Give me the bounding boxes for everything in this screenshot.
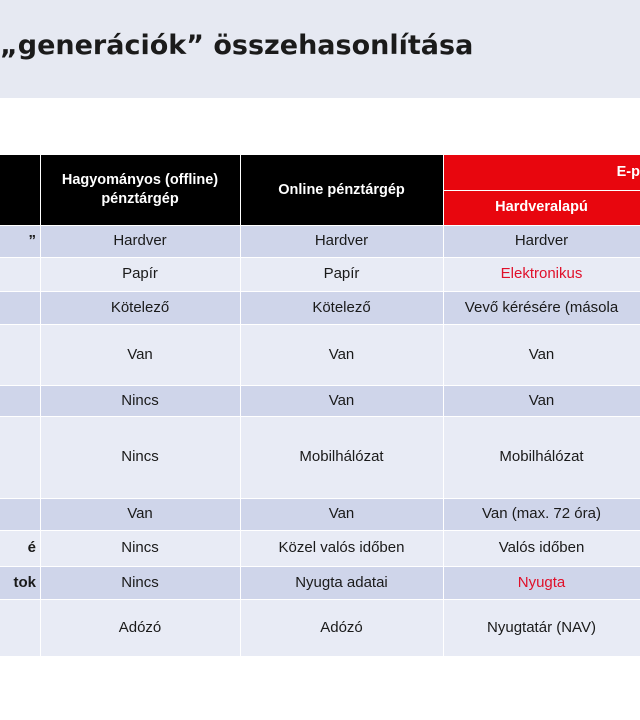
cell-e-register: Vevő kérésére (másola bbox=[443, 291, 640, 324]
page-title: „generációk” összehasonlítása bbox=[0, 30, 474, 61]
row-divider bbox=[0, 225, 640, 226]
row-label: é bbox=[0, 530, 40, 566]
row-divider bbox=[0, 656, 640, 657]
cell-e-register: Nyugta bbox=[443, 566, 640, 599]
cell-online: Nyugta adatai bbox=[240, 566, 443, 599]
row-label: ” bbox=[0, 225, 40, 257]
cell-online: Van bbox=[240, 385, 443, 416]
cell-offline: Hardver bbox=[40, 225, 240, 257]
cell-e-register: Nyugtatár (NAV) bbox=[443, 599, 640, 656]
cell-online: Mobilhálózat bbox=[240, 416, 443, 498]
row-label bbox=[0, 291, 40, 324]
column-divider bbox=[240, 155, 241, 656]
cell-e-register: Van (max. 72 óra) bbox=[443, 498, 640, 530]
row-label bbox=[0, 416, 40, 498]
header-corner-cell bbox=[0, 155, 40, 225]
cell-online: Adózó bbox=[240, 599, 443, 656]
cell-offline: Van bbox=[40, 498, 240, 530]
header-e-register: E-p bbox=[443, 155, 640, 190]
cell-offline: Nincs bbox=[40, 416, 240, 498]
cell-offline: Kötelező bbox=[40, 291, 240, 324]
cell-e-register: Valós időben bbox=[443, 530, 640, 566]
cell-e-register: Van bbox=[443, 324, 640, 385]
cell-offline: Papír bbox=[40, 257, 240, 291]
row-divider bbox=[0, 530, 640, 531]
cell-offline: Van bbox=[40, 324, 240, 385]
row-label bbox=[0, 257, 40, 291]
cell-e-register: Elektronikus bbox=[443, 257, 640, 291]
column-divider bbox=[443, 155, 444, 656]
row-label bbox=[0, 324, 40, 385]
header-offline-register: Hagyományos (offline) pénztárgép bbox=[40, 155, 240, 225]
row-divider bbox=[0, 566, 640, 567]
cell-offline: Nincs bbox=[40, 385, 240, 416]
column-divider bbox=[40, 155, 41, 656]
row-label bbox=[0, 599, 40, 656]
cell-online: Kötelező bbox=[240, 291, 443, 324]
row-label bbox=[0, 385, 40, 416]
cell-online: Hardver bbox=[240, 225, 443, 257]
row-divider bbox=[0, 324, 640, 325]
header-online-register: Online pénztárgép bbox=[240, 155, 443, 225]
cell-online: Papír bbox=[240, 257, 443, 291]
row-divider bbox=[0, 385, 640, 386]
header-hardware-based: Hardveralapú bbox=[443, 190, 640, 225]
row-divider bbox=[0, 498, 640, 499]
row-divider bbox=[0, 416, 640, 417]
cell-online: Van bbox=[240, 324, 443, 385]
row-divider bbox=[0, 599, 640, 600]
cell-e-register: Hardver bbox=[443, 225, 640, 257]
row-divider bbox=[0, 257, 640, 258]
cell-e-register: Mobilhálózat bbox=[443, 416, 640, 498]
row-divider bbox=[0, 291, 640, 292]
cell-online: Van bbox=[240, 498, 443, 530]
cell-e-register: Van bbox=[443, 385, 640, 416]
row-label: tok bbox=[0, 566, 40, 599]
cell-offline: Nincs bbox=[40, 566, 240, 599]
row-label bbox=[0, 498, 40, 530]
cell-offline: Adózó bbox=[40, 599, 240, 656]
cell-online: Közel valós időben bbox=[240, 530, 443, 566]
header-sub-divider bbox=[443, 190, 640, 191]
cell-offline: Nincs bbox=[40, 530, 240, 566]
